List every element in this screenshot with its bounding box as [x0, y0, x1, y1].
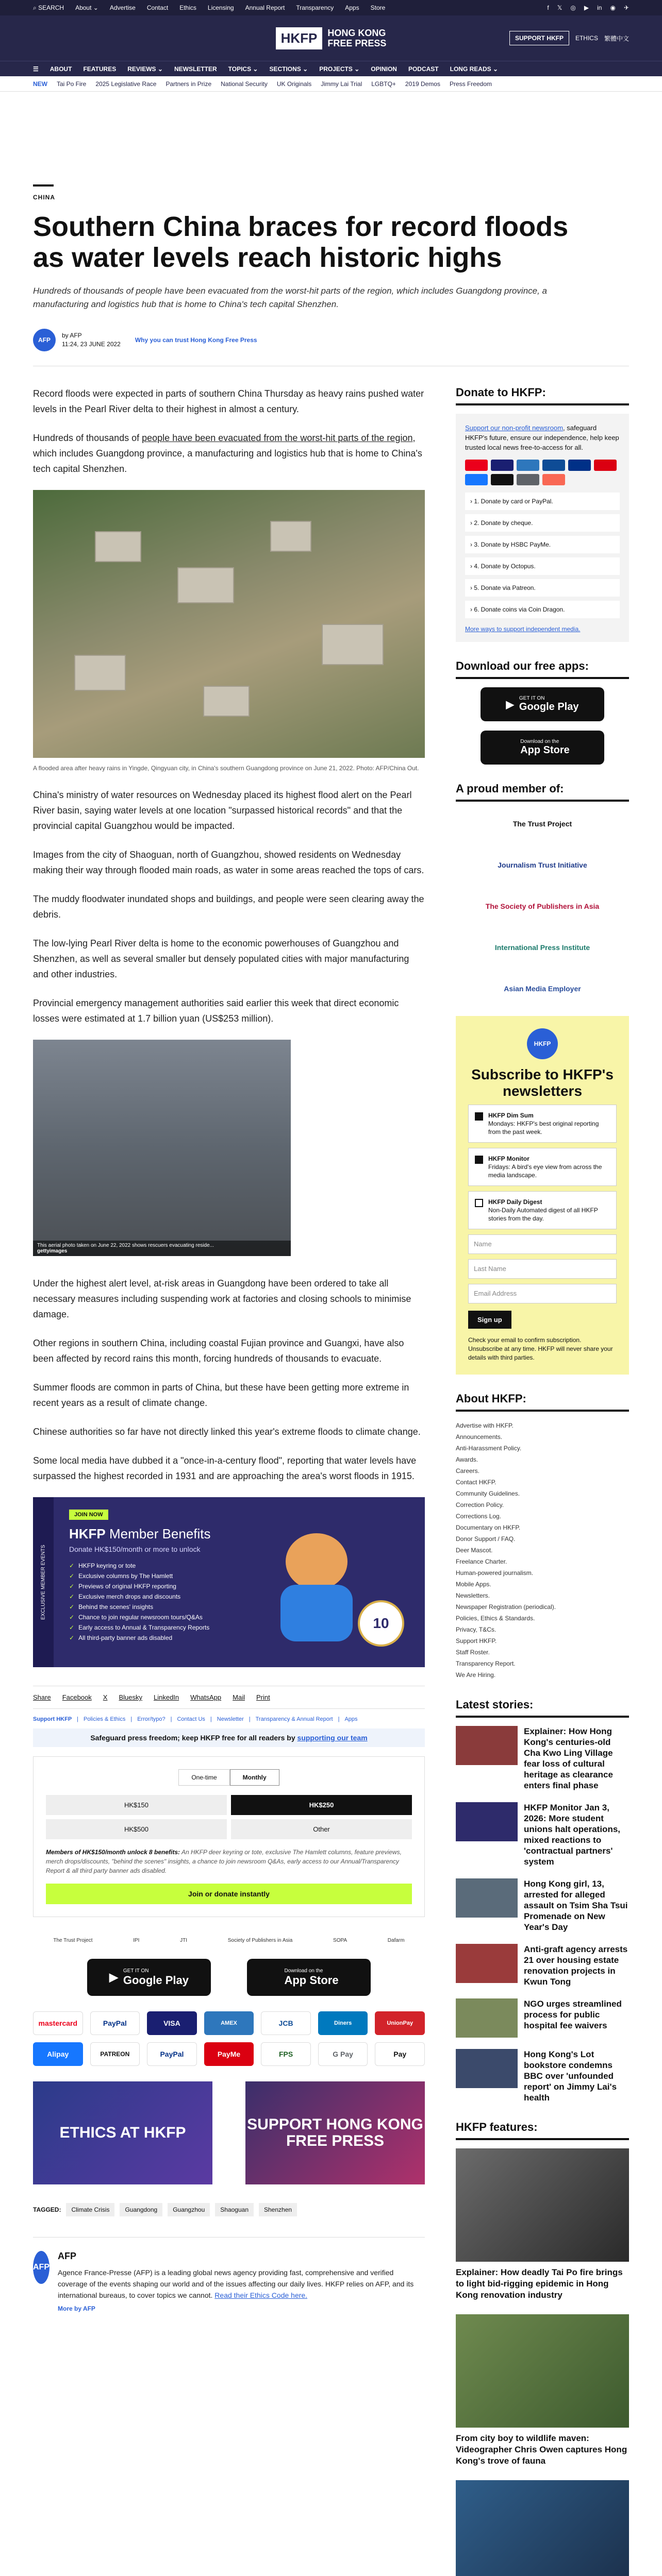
footer-link[interactable]: Support HKFP [33, 1716, 72, 1722]
nav-item[interactable]: REVIEWS ⌄ [127, 65, 163, 73]
trending-nav [0, 76, 662, 92]
story-thumbnail [456, 1878, 518, 1918]
footer-link[interactable]: Policies & Ethics [84, 1716, 126, 1722]
about-link[interactable]: We Are Hiring. [456, 1671, 496, 1679]
trending-link[interactable]: Partners in Prize [166, 80, 212, 88]
payme-icon [594, 460, 617, 471]
fps-logo[interactable]: FPS [261, 2042, 311, 2066]
chevron-right-icon: › [470, 498, 474, 505]
member-logo[interactable]: Asian Media Employer [504, 985, 581, 993]
about-link[interactable]: Newspaper Registration (periodical). [456, 1603, 556, 1611]
feature-title[interactable]: Explainer: How deadly Tai Po fire brings to light bid-rigging epidemic in Hong Kong renovation industry [456, 2267, 623, 2300]
share-bar [33, 1686, 425, 1709]
rss-icon[interactable]: ◉ [610, 4, 616, 11]
tag[interactable]: Climate Crisis [66, 2203, 114, 2216]
patreon-logo[interactable]: PATREON [90, 2042, 140, 2066]
checkbox[interactable] [475, 1156, 483, 1164]
anniversary-badge: 10 [358, 1600, 404, 1647]
trending-link[interactable]: National Security [221, 80, 268, 88]
newsletter-signup [456, 1016, 629, 1375]
story-title[interactable]: Hong Kong's Lot bookstore condemns BBC over 'unfounded report' on Jimmy Lai's health [524, 2049, 617, 2103]
x-icon[interactable]: 𝕏 [557, 4, 562, 11]
promo-banners [33, 2081, 425, 2184]
newsletter-title: Subscribe to HKFP's newsletters [471, 1066, 614, 1099]
email-input[interactable]: Email Address [468, 1284, 617, 1303]
partner-logo[interactable]: IPI [133, 1938, 140, 1943]
telegram-icon[interactable]: ✈ [623, 4, 629, 11]
newsletter-option[interactable]: HKFP Dim Sum Mondays: HKFP's best original reporting from the past week. [468, 1105, 617, 1143]
latest-story[interactable] [456, 1998, 629, 2038]
apple-pay-logo[interactable]: Pay [375, 2042, 425, 2066]
nav-item[interactable]: LONG READS ⌄ [450, 65, 499, 73]
search-icon: ⌕ [33, 4, 39, 11]
partner-logo[interactable]: The Trust Project [53, 1938, 93, 1943]
benefits-list [69, 1561, 211, 1643]
amount-option[interactable]: HK$150 [46, 1795, 227, 1815]
about-link[interactable]: Support HKFP. [456, 1637, 497, 1645]
patreon-icon [542, 474, 565, 485]
partner-logos [33, 1938, 425, 1943]
about-link[interactable]: Announcements. [456, 1433, 503, 1440]
payment-methods [33, 2011, 425, 2066]
trending-link[interactable]: Tai Po Fire [57, 80, 87, 88]
donate-option[interactable]: › 5. Donate via Patreon. [465, 579, 620, 597]
member-logo[interactable]: Journalism Trust Initiative [498, 861, 587, 869]
latest-story[interactable] [456, 1944, 629, 1987]
story-title[interactable]: Hong Kong girl, 13, arrested for alleged assault on Tsim Sha Tsui Promenade on New Year's Day [524, 1879, 628, 1932]
more-ways-link[interactable]: More ways to support independent media. [465, 625, 581, 633]
donate-panel: Support our non-profit newsroom, safeguard HKFP's future, ensure our independence, help keep trusted local news free-to-access for all. › 1. Donate by card or PayPal. › 2. Donate by cheque. › 3. Donate by HSBC PayMe. › 4. Donate by Octopus. › 5. Donate via Patreon. › 6. Donate coins via Coin Dragon. More ways to support independent media. [456, 414, 629, 642]
paragraph: China's ministry of water resources on Wednesday placed its highest flood alert on the Pearl River basin, saying water levels at one location "surpassed historical records" and that the provincial capital Guangzhou would be impacted. [33, 790, 412, 831]
photo-building [95, 531, 141, 562]
member-heading: A proud member of: [456, 782, 629, 802]
donate-option[interactable]: › 3. Donate by HSBC PayMe. [465, 536, 620, 553]
feature-title[interactable]: From city boy to wildlife maven: Videographer Chris Owen captures Hong Kong's trove of fauna [456, 2433, 627, 2466]
article-tags [33, 2203, 425, 2216]
story-thumbnail [456, 1726, 518, 1765]
topbar-link[interactable]: Contact [146, 4, 169, 11]
topbar-link[interactable]: Apps [345, 4, 359, 11]
paypal-logo[interactable]: PayPal [147, 2042, 197, 2066]
flood-photo [33, 490, 425, 758]
more-by-author-link[interactable]: More by AFP [58, 2305, 95, 2312]
feature-image [456, 2148, 629, 2262]
author-box-name[interactable]: AFP [58, 2251, 76, 2261]
app-store-badges [33, 1959, 425, 1996]
new-badge: NEW [33, 80, 47, 88]
topbar-link[interactable]: Licensing [207, 4, 234, 11]
paragraph: Record floods were expected in parts of southern China Thursday as heavy rains pushed water levels in the Pearl River delta to their highest in almost a century. [33, 388, 424, 414]
story-thumbnail [456, 1998, 518, 2038]
nav-item[interactable]: SECTIONS ⌄ [269, 65, 308, 73]
mastercard-icon [465, 460, 488, 471]
about-link[interactable]: Awards. [456, 1456, 478, 1463]
mastercard-logo[interactable]: mastercard [33, 2011, 83, 2035]
latest-story[interactable] [456, 1878, 629, 1933]
nav-item[interactable]: PROJECTS ⌄ [319, 65, 360, 73]
menu-icon[interactable]: ☰ [33, 65, 39, 73]
paragraph: Chinese authorities so far have not directly linked this year's extreme floods to climate change. [33, 1427, 421, 1437]
about-link[interactable]: Careers. [456, 1467, 480, 1475]
sidebar [456, 386, 629, 2576]
article-footer-links: Support HKFP | Policies & Ethics | Error/typo? | Contact Us | Newsletter | Transparency & Annual Report | Apps [33, 1716, 358, 1722]
benefits-subtitle: Donate HK$150/month or more to unlock [69, 1545, 201, 1553]
story-title[interactable]: NGO urges streamlined process for public hospital fee waivers [524, 1999, 622, 2030]
sidebar-app-store[interactable]: Download on the App Store [481, 731, 604, 765]
paragraph: Summer floods are common in parts of China, but these have been getting more extreme in recent years as a result of climate change. [33, 1382, 409, 1408]
partner-logo[interactable]: Society of Publishers in Asia [227, 1938, 293, 1943]
payme-logo[interactable]: PayMe [204, 2042, 254, 2066]
share-bluesky[interactable]: Bluesky [119, 1693, 142, 1701]
photo-building [74, 655, 126, 691]
trust-link[interactable]: Why you can trust Hong Kong Free Press [135, 336, 257, 344]
logo-mark: HKFP [276, 27, 323, 49]
about-link[interactable]: Documentary on HKFP. [456, 1524, 521, 1531]
partner-logo[interactable]: Dafarm [387, 1938, 405, 1943]
sidebar-google-play[interactable]: ▶ GET IT ON Google Play [481, 687, 604, 721]
about-link[interactable]: Deer Mascot. [456, 1547, 493, 1554]
story-title[interactable]: HKFP Monitor Jan 3, 2026: More student unions halt operations, mixed reactions to 'contractual partners' system [524, 1803, 621, 1867]
story-thumbnail [456, 2049, 518, 2088]
share-facebook[interactable]: Facebook [62, 1693, 92, 1701]
payment-icons [465, 460, 620, 485]
support-newsroom-link[interactable]: Support our non-profit newsroom [465, 424, 564, 432]
nav-item[interactable]: OPINION [371, 65, 397, 73]
google-play-icon: ▶ [109, 1971, 118, 1984]
benefit-item: ✓ Previews of original HKFP reporting [69, 1581, 211, 1591]
amount-option-selected[interactable]: HK$250 [231, 1795, 412, 1815]
latest-story[interactable] [456, 1802, 629, 1867]
google-play-icon: ▶ [506, 699, 514, 710]
feature-story[interactable] [456, 2314, 629, 2467]
unionpay-logo[interactable]: UnionPay [375, 2011, 425, 2035]
about-link[interactable]: Human-powered journalism. [456, 1569, 534, 1577]
join-now-button[interactable]: JOIN NOW [69, 1510, 108, 1520]
paragraph: Hundreds of thousands of people have been evacuated from the worst-hit parts of the region, which includes Guangdong province, a manufacturing and logistics hub that is home to China's tech capital Shenzhen. [33, 433, 422, 474]
alipay-icon [465, 474, 488, 485]
story-thumbnail [456, 1802, 518, 1841]
trending-link[interactable]: 2019 Demos [405, 80, 440, 88]
footer-link[interactable]: Newsletter [217, 1716, 244, 1722]
about-link[interactable]: Newsletters. [456, 1592, 490, 1599]
benefit-item: ✓ Exclusive columns by The Hamlett [69, 1571, 211, 1581]
about-link[interactable]: Advertise with HKFP. [456, 1422, 514, 1429]
support-banner[interactable]: SUPPORT HONG KONG FREE PRESS [245, 2081, 425, 2184]
topbar-link[interactable]: Ethics [179, 4, 196, 11]
about-link[interactable]: Anti-Harassment Policy. [456, 1445, 522, 1452]
topbar-link[interactable]: Annual Report [245, 4, 285, 11]
safeguard-banner: Safeguard press freedom; keep HKFP free for all readers by supporting our team [33, 1728, 425, 1747]
getty-embed[interactable] [33, 1040, 291, 1256]
apps-heading: Download our free apps: [456, 659, 629, 679]
visa-icon [491, 460, 514, 471]
support-hkfp-button[interactable]: SUPPORT HKFP [509, 31, 569, 45]
paragraph: Under the highest alert level, at-risk areas in Guangdong have been ordered to take all necessary measures including suspending work at factories and closing schools to minimise damage. [33, 1278, 411, 1319]
member-logo[interactable]: The Trust Project [512, 820, 572, 828]
amount-option[interactable]: HK$500 [46, 1819, 227, 1839]
deer-mascot [265, 1523, 389, 1647]
paypal-icon [568, 460, 591, 471]
about-link[interactable]: Staff Roster. [456, 1649, 490, 1656]
story-title[interactable]: Anti-graft agency arrests 21 over housing estate renovation projects in Kwun Tong [524, 1944, 628, 1987]
tier-description: Members of HK$150/month unlock 8 benefits: An HKFP deer keyring or tote, exclusive The Hamlett columns, feature previews, merch drops/discounts, "behind the scenes" insights, a chance to join newsroom Q&As, early access to our Annual/Transparency Report & all third party banner ads disabled. [46, 1849, 402, 1874]
newsletter-option[interactable]: HKFP Daily Digest Non-Daily Automated digest of all HKFP stories from the day. [468, 1191, 617, 1229]
author-avatar[interactable]: AFP [33, 329, 56, 351]
member-logo[interactable]: International Press Institute [494, 943, 590, 952]
about-link[interactable]: Donor Support / FAQ. [456, 1535, 516, 1543]
app-store-button[interactable]: Download on the App Store [247, 1959, 371, 1996]
site-logo[interactable] [276, 27, 387, 49]
about-link[interactable]: Privacy, T&Cs. [456, 1626, 496, 1633]
trending-link[interactable]: LGBTQ+ [371, 80, 396, 88]
donate-heading: Donate to HKFP: [456, 386, 629, 405]
about-link[interactable]: Freelance Charter. [456, 1558, 507, 1565]
chevron-right-icon: › [470, 606, 474, 613]
benefit-item: ✓ Chance to join regular newsroom tours/Q&As [69, 1612, 211, 1622]
first-name-input[interactable]: Name [468, 1234, 617, 1254]
checkbox[interactable] [475, 1199, 483, 1207]
about-links [456, 1420, 629, 1681]
alipay-logo[interactable]: Alipay [33, 2042, 83, 2066]
last-name-input[interactable]: Last Name [468, 1259, 617, 1279]
join-donate-button[interactable]: Join or donate instantly [46, 1884, 412, 1904]
share-mail[interactable]: Mail [233, 1693, 245, 1701]
getty-logo[interactable]: gettyimages [37, 1248, 68, 1254]
latest-story[interactable] [456, 1726, 629, 1791]
main-nav [0, 61, 662, 76]
embed-caption: This aerial photo taken on June 22, 2022 shows rescuers evacuating reside... [37, 1243, 214, 1248]
author-bio: Agence France-Presse (AFP) is a leading global news agency providing fast, comprehensive and verified coverage of the events shaping our world and of the issues affecting our daily lives. HKFP relies on AFP, and its international bureaus, to cover topics we cannot. Read their Ethics Code here. [58, 2268, 414, 2299]
latest-heading: Latest stories: [456, 1698, 629, 1718]
member-logo[interactable]: The Society of Publishers in Asia [485, 902, 600, 910]
chevron-right-icon: › [470, 584, 474, 591]
about-link[interactable]: Community Guidelines. [456, 1490, 520, 1497]
paragraph: Provincial emergency management authorities said earlier this week that direct economic losses were estimated at 1.7 billion yuan (US$253 million). [33, 998, 399, 1024]
logo-name: HONG KONG FREE PRESS [327, 28, 387, 48]
nav-item[interactable]: TOPICS ⌄ [228, 65, 258, 73]
about-link[interactable]: Policies, Ethics & Standards. [456, 1615, 535, 1622]
support-team-link[interactable]: supporting our team [297, 1734, 368, 1742]
amex-logo[interactable]: AMEX [204, 2011, 254, 2035]
paragraph: Images from the city of Shaoguan, north of Guangzhou, showed residents on Wednesday making their way through flooded main roads, as water in some areas reached the tops of cars. [33, 850, 424, 875]
share-x[interactable]: X [103, 1693, 108, 1701]
hkfp-badge: HKFP [527, 1028, 558, 1059]
photo-building [322, 624, 384, 665]
footer-link[interactable]: Transparency & Annual Report [255, 1716, 333, 1722]
evacuation-link[interactable]: people have been evacuated from the worst-hit parts of the region [142, 433, 413, 443]
ethics-code-link[interactable]: Read their Ethics Code here. [214, 2291, 308, 2299]
member-benefits-banner[interactable] [33, 1497, 425, 1667]
benefit-item: ✓ All third-party banner ads disabled [69, 1633, 211, 1643]
feature-image [456, 2314, 629, 2428]
topbar-link[interactable]: Transparency [296, 4, 334, 11]
facebook-icon[interactable]: f [547, 4, 549, 11]
newsletter-option[interactable]: HKFP Monitor Fridays: A bird's eye view from across the media landscape. [468, 1148, 617, 1186]
amount-options [46, 1795, 412, 1839]
nav-item[interactable]: FEATURES [83, 65, 117, 73]
features-heading: HKFP features: [456, 2121, 629, 2140]
ethics-banner[interactable]: ETHICS AT HKFP [33, 2081, 212, 2184]
publish-date: 11:24, 23 JUNE 2022 [62, 341, 121, 348]
story-thumbnail [456, 1944, 518, 1983]
paragraph: The muddy floodwater inundated shops and buildings, and people were seen clearing away the debris. [33, 894, 424, 920]
tag[interactable]: Guangdong [120, 2203, 162, 2216]
youtube-icon[interactable]: ▶ [584, 4, 589, 11]
nav-item[interactable]: ABOUT [49, 65, 72, 73]
chevron-right-icon: › [470, 519, 474, 527]
top-utility-bar [0, 0, 662, 15]
tag[interactable]: Shenzhen [259, 2203, 297, 2216]
benefit-item: ✓ Early access to Annual & Transparency Reports [69, 1622, 211, 1633]
checkbox[interactable] [475, 1112, 483, 1121]
tab-one-time[interactable]: One-time [178, 1769, 229, 1786]
linkedin-icon[interactable]: in [597, 4, 602, 11]
benefit-item: ✓ Exclusive merch drops and discounts [69, 1591, 211, 1602]
story-title[interactable]: Explainer: How Hong Kong's centuries-old Cha Kwo Ling Village fear loss of cultural heritage as clearance enters final phase [524, 1726, 613, 1790]
share-linkedin[interactable]: LinkedIn [154, 1693, 179, 1701]
paragraph: Other regions in southern China, including coastal Fujian province and Guangxi, have also been affected by record rains this month, forcing hundreds of thousands to evacuate. [33, 1338, 404, 1364]
paragraph: Some local media have dubbed it a "once-in-a-century flood", reporting that water levels have surpassed the highest recorded in 1931 and are approaching the area's worst floods in 1915. [33, 1455, 417, 1481]
donate-option[interactable]: › 4. Donate by Octopus. [465, 557, 620, 575]
visa-logo[interactable]: VISA [147, 2011, 197, 2035]
photo-caption: A flooded area after heavy rains in Yingde, Qingyuan city, in China's southern Guangdong province on June 21, 2022. Photo: AFP/China Out. [33, 765, 419, 772]
trending-link[interactable]: 2025 Legislative Race [95, 80, 157, 88]
amex-icon [517, 460, 539, 471]
nav-item[interactable]: NEWSLETTER [174, 65, 217, 73]
social-icons [547, 4, 629, 11]
footer-link[interactable]: Error/typo? [137, 1716, 166, 1722]
topbar-link[interactable]: Advertise [109, 4, 136, 11]
share-whatsapp[interactable]: WhatsApp [190, 1693, 222, 1701]
article-body [33, 386, 425, 2576]
footer-link[interactable]: Contact Us [177, 1716, 205, 1722]
latest-story[interactable] [456, 2049, 629, 2103]
tags-label: TAGGED: [33, 2206, 61, 2213]
article-category[interactable]: CHINA [33, 184, 54, 201]
partner-logo[interactable]: JTI [180, 1938, 188, 1943]
author-avatar-large[interactable]: AFP [33, 2251, 49, 2284]
language-link[interactable]: 繁體中文 [604, 35, 629, 42]
google-pay-logo[interactable]: G Pay [318, 2042, 368, 2066]
donation-widget [33, 1756, 425, 1917]
about-link[interactable]: Contact HKFP. [456, 1479, 496, 1486]
paypal-logo[interactable]: PayPal [90, 2011, 140, 2035]
about-link[interactable]: Correction Policy. [456, 1501, 504, 1509]
trending-link[interactable]: UK Originals [276, 80, 312, 88]
trending-link[interactable]: Press Freedom [449, 80, 492, 88]
author-box [33, 2237, 425, 2312]
footer-link[interactable]: Apps [344, 1716, 358, 1722]
diners-logo[interactable]: Diners [318, 2011, 368, 2035]
share-label: Share [33, 1693, 51, 1701]
chevron-right-icon: › [470, 563, 474, 570]
ethics-link[interactable]: ETHICS [575, 35, 598, 42]
instagram-icon[interactable]: ◎ [570, 4, 576, 11]
site-header [0, 15, 662, 61]
about-link[interactable]: Mobile Apps. [456, 1581, 491, 1588]
jcb-logo[interactable]: JCB [261, 2011, 311, 2035]
trending-link[interactable]: Jimmy Lai Trial [321, 80, 362, 88]
sign-up-button[interactable]: Sign up [468, 1311, 511, 1329]
chevron-right-icon: › [470, 541, 474, 548]
donate-option[interactable]: › 1. Donate by card or PayPal. [465, 493, 620, 510]
topbar-link[interactable]: Store [370, 4, 386, 11]
article-dek: Hundreds of thousands of people have been evacuated from the worst-hit parts of the region, which includes Guangdong province, a manufacturing and logistics hub that is home to China's tech capital Shenzhen. [33, 286, 548, 309]
jcb-icon [542, 460, 565, 471]
tab-monthly[interactable]: Monthly [230, 1769, 279, 1786]
amount-option[interactable]: Other [231, 1819, 412, 1839]
about-link[interactable]: Corrections Log. [456, 1513, 502, 1520]
benefit-item: ✓ Behind the scenes' insights [69, 1602, 211, 1612]
benefit-item: ✓ HKFP keyring or tote [69, 1561, 211, 1571]
tag[interactable]: Guangzhou [168, 2203, 210, 2216]
google-play-button[interactable]: ▶ GET IT ON Google Play [87, 1959, 211, 1996]
donate-option[interactable]: › 2. Donate by cheque. [465, 514, 620, 532]
feature-image [456, 2480, 629, 2576]
feature-story[interactable] [456, 2148, 629, 2301]
benefits-strip: EXCLUSIVE MEMBER EVENTS [33, 1497, 54, 1667]
about-heading: About HKFP: [456, 1392, 629, 1412]
frequency-toggle [46, 1769, 412, 1786]
share-print[interactable]: Print [256, 1693, 270, 1701]
nav-item[interactable]: PODCAST [408, 65, 439, 73]
photo-building [177, 567, 234, 603]
donate-option[interactable]: › 6. Donate coins via Coin Dragon. [465, 601, 620, 618]
tag[interactable]: Shaoguan [215, 2203, 254, 2216]
apple-pay-icon [491, 474, 514, 485]
newsletter-note: Check your email to confirm subscription. Unsubscribe at any time. HKFP will never share your details with third parties. [468, 1336, 613, 1361]
feature-story[interactable] [456, 2480, 629, 2576]
about-link[interactable]: Transparency Report. [456, 1660, 516, 1667]
benefits-title: HKFP Member Benefits [69, 1526, 211, 1541]
author-name[interactable]: by AFP [62, 332, 82, 339]
byline [33, 329, 629, 366]
partner-logo[interactable]: SOPA [333, 1938, 347, 1943]
search-link[interactable]: ⌕ SEARCH [33, 4, 64, 11]
google-pay-icon [517, 474, 539, 485]
photo-building [203, 686, 250, 717]
topbar-link[interactable]: About ⌄ [75, 4, 98, 11]
photo-building [270, 521, 311, 552]
paragraph: The low-lying Pearl River delta is home to the economic powerhouses of Guangzhou and Shenzhen, as well as several smaller but densely populated cities with major manufacturing and other industries. [33, 938, 409, 979]
article-title: Southern China braces for record floods as water levels reach historic highs [33, 211, 569, 273]
